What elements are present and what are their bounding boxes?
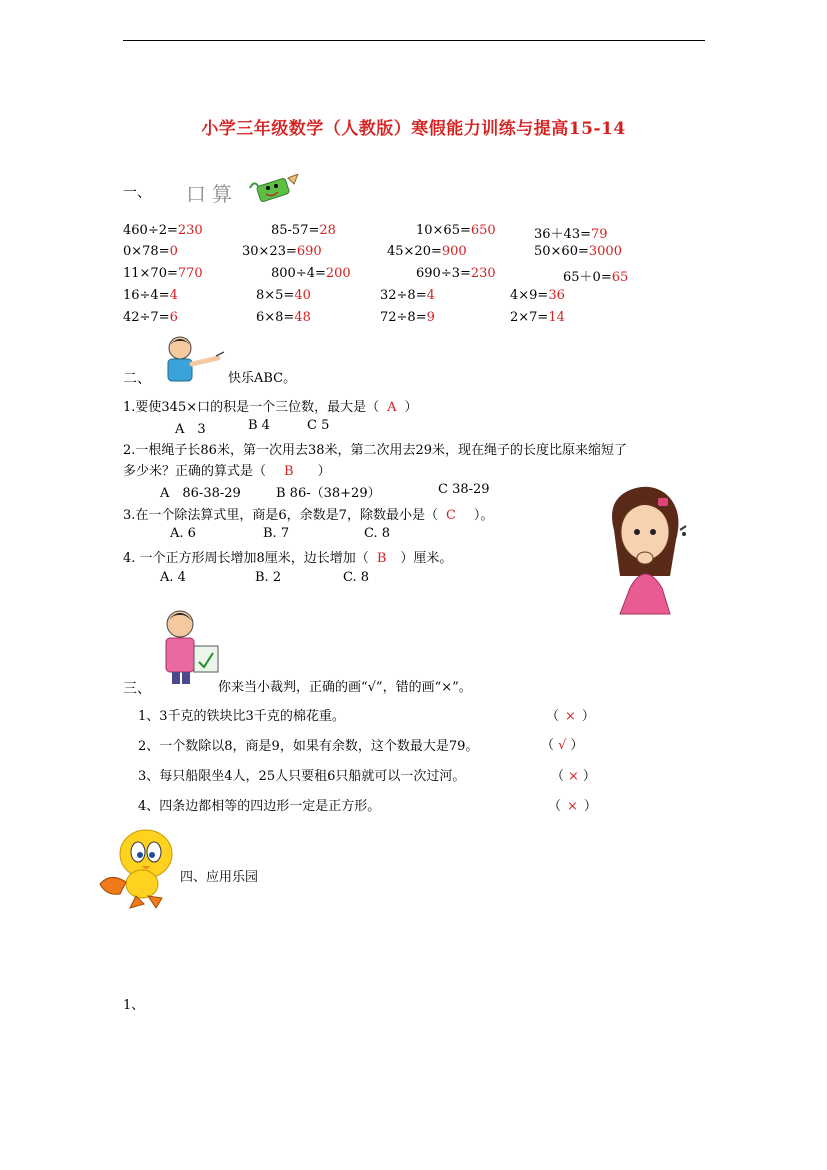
- mental-math-answer: 900: [441, 244, 467, 259]
- mental-math-question: 85-57=: [271, 223, 320, 238]
- q2-text: 多少米？正确的算式是（: [123, 464, 267, 479]
- mental-math-item: [416, 266, 496, 281]
- q4-answer: B: [376, 551, 387, 566]
- judge-item-2-mark: [541, 734, 583, 753]
- mental-math-question: 45×20=: [387, 244, 442, 259]
- mental-math-item: [387, 244, 467, 259]
- mental-math-question: 65＋0=: [563, 270, 612, 285]
- mental-math-item: [123, 223, 203, 238]
- q3-text: 3.在一个除法算式里，商是6，余数是7，除数最小是（: [123, 508, 438, 523]
- mental-math-question: 2×7=: [510, 310, 549, 325]
- mental-math-answer: 690: [296, 244, 322, 259]
- judge-item-3-text: 3、每只船限坐4人，25人只要租6只船就可以一次过河。: [138, 769, 466, 784]
- mental-math-question: 690÷3=: [416, 266, 471, 281]
- mental-math-question: 4×9=: [510, 288, 549, 303]
- mark: ×: [565, 709, 576, 724]
- q2-line2: [123, 460, 331, 479]
- mental-math-item: [380, 288, 435, 303]
- judge-item-2-text: 2、一个数除以8，商是9，如果有余数，这个数最大是79。: [138, 739, 479, 754]
- mental-math-question: 11×70=: [123, 266, 178, 281]
- mental-math-question: 800÷4=: [271, 266, 326, 281]
- q1-close: ）: [404, 400, 418, 415]
- section1-number: 一、: [123, 185, 151, 201]
- mental-math-answer: 36: [548, 288, 565, 303]
- paren-open: （: [548, 799, 562, 814]
- mental-math-item: [416, 223, 496, 238]
- section3-number: 三、: [123, 681, 151, 697]
- mark: ×: [568, 769, 579, 784]
- mental-math-question: 16÷4=: [123, 288, 170, 303]
- q3-option-b: B. 7: [263, 526, 290, 541]
- mental-math-answer: 40: [294, 288, 311, 303]
- judge-item-3-mark: [551, 765, 596, 784]
- mental-math-answer: 230: [470, 266, 496, 281]
- paren-close: ）: [581, 709, 595, 724]
- mental-math-answer: 79: [590, 227, 608, 242]
- boy-pointing-icon: [158, 334, 228, 384]
- paren-open: （: [541, 738, 555, 753]
- q4-close: ）厘米。: [400, 551, 453, 566]
- mental-math-answer: 0: [169, 244, 178, 259]
- judge-item-4-text: 4、四条边都相等的四边形一定是正方形。: [138, 799, 381, 814]
- mental-math-answer: 4: [426, 288, 435, 303]
- mental-math-answer: 9: [426, 310, 435, 325]
- q3-answer: C: [445, 508, 456, 523]
- q4-option-b: B. 2: [255, 570, 282, 585]
- mark: ×: [567, 799, 578, 814]
- mental-math-answer: 4: [169, 288, 178, 303]
- mental-math-question: 50×60=: [534, 244, 589, 259]
- q2-option-b: B 86-（38+29）: [276, 486, 381, 501]
- section3-heading: 你来当小裁判，正确的画“√”，错的画“×”。: [218, 680, 472, 695]
- paren-open: （: [551, 769, 565, 784]
- judge-item-4-mark: [548, 795, 597, 814]
- mental-math-question: 72÷8=: [380, 310, 427, 325]
- q4-text: 4. 一个正方形周长增加8厘米，边长增加（: [123, 551, 369, 566]
- mental-math-answer: 6: [169, 310, 178, 325]
- mental-math-item: [256, 310, 311, 325]
- mental-math-question: 8×5=: [256, 288, 295, 303]
- mental-math-item: [271, 223, 336, 238]
- mental-math-answer: 65: [611, 270, 629, 285]
- q2-answer: B: [284, 464, 294, 479]
- pencil-mascot-icon: [244, 174, 304, 206]
- mental-math-question: 6×8=: [256, 310, 295, 325]
- q3-line: [123, 504, 493, 523]
- mental-math-answer: 14: [548, 310, 565, 325]
- kousuan-banner: [182, 174, 302, 206]
- boy-with-card-icon: [158, 606, 222, 686]
- mental-math-question: 460÷2=: [123, 223, 178, 238]
- mental-math-item: [534, 244, 622, 259]
- paren-close: ）: [582, 769, 596, 784]
- mental-math-item: [534, 223, 608, 242]
- section2-heading: 快乐ABC。: [228, 371, 297, 386]
- mental-math-item: [123, 310, 178, 325]
- q2-option-a: A 86-38-29: [160, 486, 241, 501]
- header-rule: [123, 40, 705, 41]
- mental-math-item: [510, 310, 565, 325]
- mental-math-answer: 770: [177, 266, 203, 281]
- girl-thinking-icon: [600, 480, 690, 615]
- mental-math-item: [563, 266, 628, 285]
- q3-close: ）。: [473, 508, 494, 523]
- section4-heading: 四、应用乐园: [180, 870, 259, 885]
- section4-q1-number: 1、: [123, 998, 145, 1013]
- mental-math-question: 10×65=: [416, 223, 471, 238]
- judge-item-1-mark: [546, 705, 595, 724]
- q1-option-b: B 4: [248, 418, 270, 433]
- mental-math-item: [380, 310, 435, 325]
- mental-math-item: [256, 288, 311, 303]
- q2-option-c: C 38-29: [438, 482, 490, 497]
- kousuan-banner-text: 口算: [186, 182, 238, 206]
- mental-math-question: 32÷8=: [380, 288, 427, 303]
- mark: √: [558, 738, 567, 753]
- mental-math-answer: 200: [325, 266, 351, 281]
- paren-open: （: [546, 709, 560, 724]
- q3-option-a: A. 6: [170, 526, 196, 541]
- yellow-bird-icon: [96, 824, 186, 909]
- mental-math-answer: 48: [294, 310, 311, 325]
- q1-answer: A: [387, 400, 397, 415]
- mental-math-item: [123, 266, 203, 281]
- page-title: 小学三年级数学（人教版）寒假能力训练与提高15-14: [201, 119, 626, 139]
- mental-math-item: [123, 288, 178, 303]
- q4-option-a: A. 4: [160, 570, 186, 585]
- q2-line1: 2.一根绳子长86米，第一次用去38米，第二次用去29米，现在绳子的长度比原来缩短了: [123, 443, 628, 458]
- mental-math-answer: 230: [177, 223, 203, 238]
- mental-math-answer: 28: [319, 223, 336, 238]
- paren-close: ）: [583, 799, 597, 814]
- q1-option-c: C 5: [307, 418, 330, 433]
- mental-math-answer: 650: [470, 223, 496, 238]
- q1-line: [123, 396, 418, 415]
- mental-math-answer: 3000: [588, 244, 622, 259]
- section2-number: 二、: [123, 371, 151, 387]
- paren-close: ）: [570, 738, 584, 753]
- q2-close: ）: [317, 464, 331, 479]
- q4-line: [123, 547, 452, 566]
- q1-text: 1.要使345×口的积是一个三位数，最大是（: [123, 400, 380, 415]
- mental-math-item: [123, 244, 178, 259]
- judge-item-1-text: 1、3千克的铁块比3千克的棉花重。: [138, 709, 345, 724]
- mental-math-question: 42÷7=: [123, 310, 170, 325]
- mental-math-item: [271, 266, 351, 281]
- mental-math-item: [242, 244, 322, 259]
- q4-option-c: C. 8: [343, 570, 370, 585]
- q3-option-c: C. 8: [364, 526, 391, 541]
- mental-math-question: 0×78=: [123, 244, 170, 259]
- mental-math-question: 30×23=: [242, 244, 297, 259]
- mental-math-question: 36＋43=: [534, 227, 591, 242]
- q1-option-a: A 3: [175, 422, 206, 437]
- mental-math-item: [510, 288, 565, 303]
